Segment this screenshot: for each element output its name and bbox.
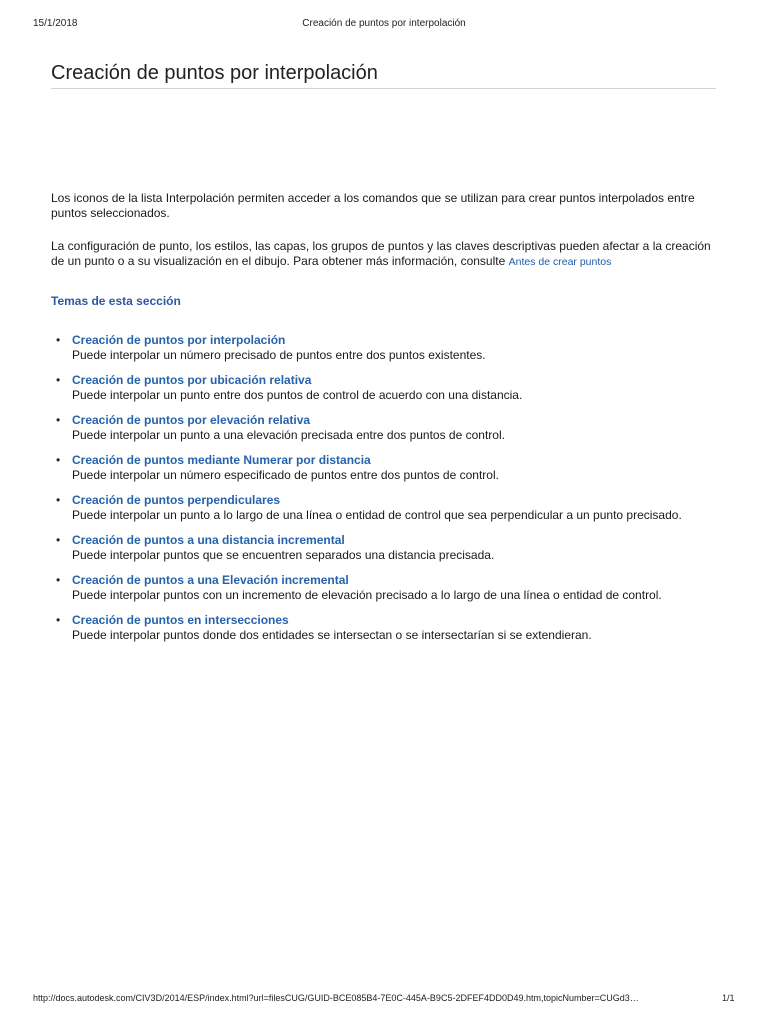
bullet-icon: • — [56, 373, 61, 387]
topic-item — [51, 413, 719, 443]
section-heading: Temas de esta sección — [51, 294, 181, 308]
bullet-icon: • — [56, 453, 61, 467]
topic-description: Puede interpolar un número especificado de puntos entre dos puntos de control. — [72, 468, 499, 482]
topic-item — [51, 493, 719, 523]
intro-paragraph-2-text: La configuración de punto, los estilos, las capas, los grupos de puntos y las claves descriptivas pueden afectar a la creación de un punto o a su visualización en el dibujo. Para obtener más información, consulte — [51, 239, 711, 268]
bullet-icon: • — [56, 573, 61, 587]
print-footer-url: http://docs.autodesk.com/CIV3D/2014/ESP/index.html?url=filesCUG/GUID-BCE085B4-7E0C-445A-B9C5-2DFEF4DD0D49.htm,topicNumber=CUGd3… — [33, 993, 639, 1003]
topic-description: Puede interpolar un punto a una elevación precisada entre dos puntos de control. — [72, 428, 505, 442]
topic-item — [51, 573, 719, 603]
topic-link-number-by-distance[interactable]: Creación de puntos mediante Numerar por distancia — [72, 453, 371, 467]
topic-link-perpendicular[interactable]: Creación de puntos perpendiculares — [72, 493, 281, 507]
topic-description: Puede interpolar puntos que se encuentren separados una distancia precisada. — [72, 548, 495, 562]
page-number: 1/1 — [722, 993, 735, 1003]
bullet-icon: • — [56, 493, 61, 507]
bullet-icon: • — [56, 613, 61, 627]
print-header — [0, 18, 768, 32]
before-creating-points-link[interactable]: Antes de crear puntos — [508, 256, 612, 268]
topic-description: Puede interpolar un punto entre dos puntos de control de acuerdo con una distancia. — [72, 388, 523, 402]
topic-item — [51, 373, 719, 403]
print-date: 15/1/2018 — [33, 18, 78, 29]
main-content — [51, 191, 719, 653]
bullet-icon: • — [56, 333, 61, 347]
page-title: Creación de puntos por interpolación — [51, 61, 716, 89]
topic-description: Puede interpolar un punto a lo largo de una línea o entidad de control que sea perpendicular a un punto precisado. — [72, 508, 682, 522]
topic-description: Puede interpolar un número precisado de puntos entre dos puntos existentes. — [72, 348, 486, 362]
topic-description: Puede interpolar puntos con un incremento de elevación precisado a lo largo de una línea o entidad de control. — [72, 588, 662, 602]
topic-item — [51, 453, 719, 483]
topic-item — [51, 613, 719, 643]
topic-item — [51, 333, 719, 363]
intro-paragraph-1: Los iconos de la lista Interpolación permiten acceder a los comandos que se utilizan para crear puntos interpolados entre puntos seleccionados. — [51, 191, 695, 220]
topic-link-interpolation[interactable]: Creación de puntos por interpolación — [72, 333, 286, 347]
topic-description: Puede interpolar puntos donde dos entidades se intersectan o se intersectarían si se extendieran. — [72, 628, 592, 642]
topic-link-incremental-elevation[interactable]: Creación de puntos a una Elevación incremental — [72, 573, 349, 587]
intro-paragraph-2 — [51, 239, 719, 270]
topics-list — [51, 333, 719, 643]
print-footer — [0, 993, 768, 1007]
topic-link-relative-elevation[interactable]: Creación de puntos por elevación relativa — [72, 413, 311, 427]
bullet-icon: • — [56, 533, 61, 547]
topic-link-intersections[interactable]: Creación de puntos en intersecciones — [72, 613, 289, 627]
topic-link-incremental-distance[interactable]: Creación de puntos a una distancia incremental — [72, 533, 345, 547]
bullet-icon: • — [56, 413, 61, 427]
topic-item — [51, 533, 719, 563]
topic-link-relative-location[interactable]: Creación de puntos por ubicación relativa — [72, 373, 312, 387]
print-header-title: Creación de puntos por interpolación — [302, 18, 466, 29]
